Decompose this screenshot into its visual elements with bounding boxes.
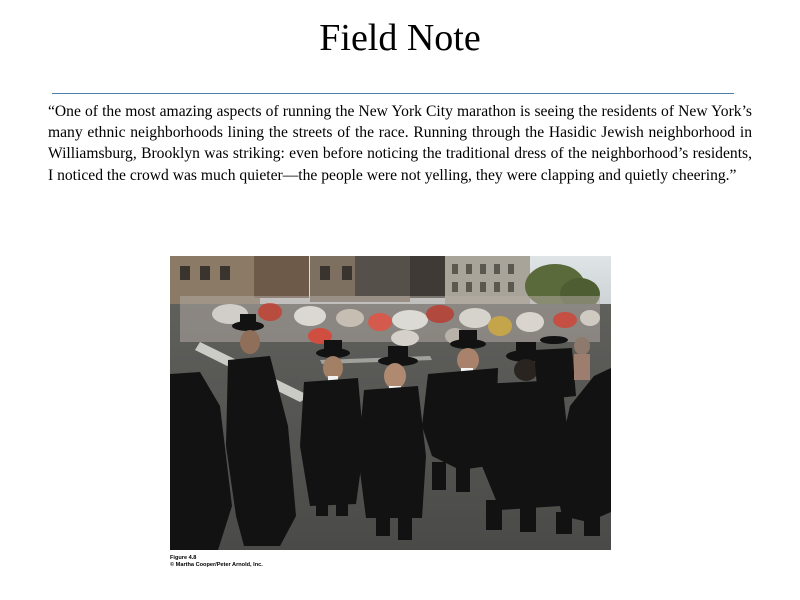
photo-caption [170,555,263,569]
field-note-quote: “One of the most amazing aspects of running the New York City marathon is seeing the residents of New York’s many ethnic neighborhoods lining the streets of the race. Running through the Hasidic Jewish neighborhood in Williamsburg, Brooklyn was striking: even before noticing the traditional dress of the neighborhood’s residents, I noticed the crowd was much quieter—the people were not yelling, they were clapping and quietly cheering.” [48,103,752,184]
marathon-photo [170,256,611,550]
slide-title: Field Note [319,17,481,59]
photo-credit: © Martha Cooper/Peter Arnold, Inc. [170,562,263,568]
figure-label: Figure 4.8 [170,555,197,561]
title-divider [52,93,734,94]
